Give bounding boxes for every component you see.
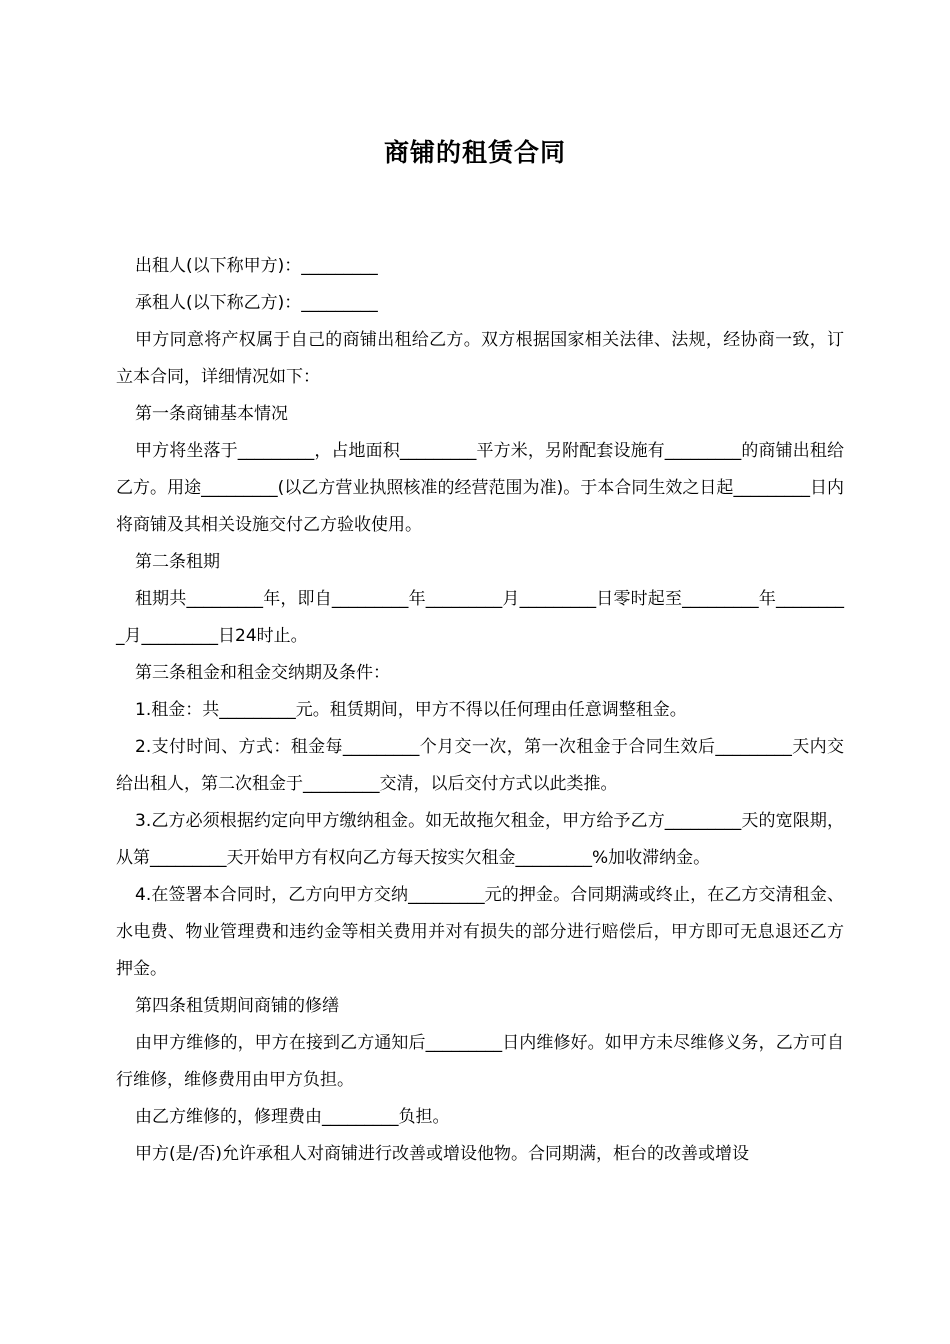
article-3-item-1: 1.租金：共_________元。租赁期间，甲方不得以任何理由任意调整租金。 [135,700,687,720]
article-4-heading: 第四条租赁期间商铺的修缮 [135,996,339,1016]
document-body [116,248,844,1173]
article-4-lessee-repair: 由乙方维修的，修理费由_________负担。 [135,1107,450,1127]
article-3-item-3: 3.乙方必须根据约定向甲方缴纳租金。如无故拖欠租金，甲方给予乙方_________天的宽限期，从第_________天开始甲方有权向乙方每天按实欠租金_________%加收滞纳金。 [116,811,844,868]
article-3-item-2: 2.支付时间、方式：租金每_________个月交一次，第一次租金于合同生效后_________天内交给出租人，第二次租金于_________交清，以后交付方式以此类推。 [116,737,844,794]
article-4-lessor-repair: 由甲方维修的，甲方在接到乙方通知后_________日内维修好。如甲方未尽维修义务，乙方可自行维修，维修费用由甲方负担。 [116,1033,844,1090]
article-1-body: 甲方将坐落于_________，占地面积_________平方米，另附配套设施有_________的商铺出租给乙方。用途_________(以乙方营业执照核准的经营范围为准)。于本合同生效之日起_________日内将商铺及其相关设施交付乙方验收使用。 [116,441,844,535]
article-2-heading: 第二条租期 [135,552,220,572]
article-3-item-4: 4.在签署本合同时，乙方向甲方交纳_________元的押金。合同期满或终止，在乙方交清租金、水电费、物业管理费和违约金等相关费用并对有损失的部分进行赔偿后，甲方即可无息退还乙方押金。 [116,885,844,979]
article-3-heading: 第三条租金和租金交纳期及条件： [135,663,390,683]
paragraph-lessor: 出租人(以下称甲方)：_________ [135,256,378,276]
paragraph-intro: 甲方同意将产权属于自己的商铺出租给乙方。双方根据国家相关法律、法规，经协商一致，订立本合同，详细情况如下： [116,330,844,387]
article-4-improvements: 甲方(是/否)允许承租人对商铺进行改善或增设他物。合同期满，柜台的改善或增设 [135,1144,749,1164]
paragraph-lessee: 承租人(以下称乙方)：_________ [135,293,378,313]
article-1-heading: 第一条商铺基本情况 [135,404,288,424]
article-2-body: 租期共_________年，即自_________年_________月_________日零时起至_________年_________月_________日24时止。 [116,589,844,646]
document-title: 商铺的租赁合同 [383,138,566,167]
